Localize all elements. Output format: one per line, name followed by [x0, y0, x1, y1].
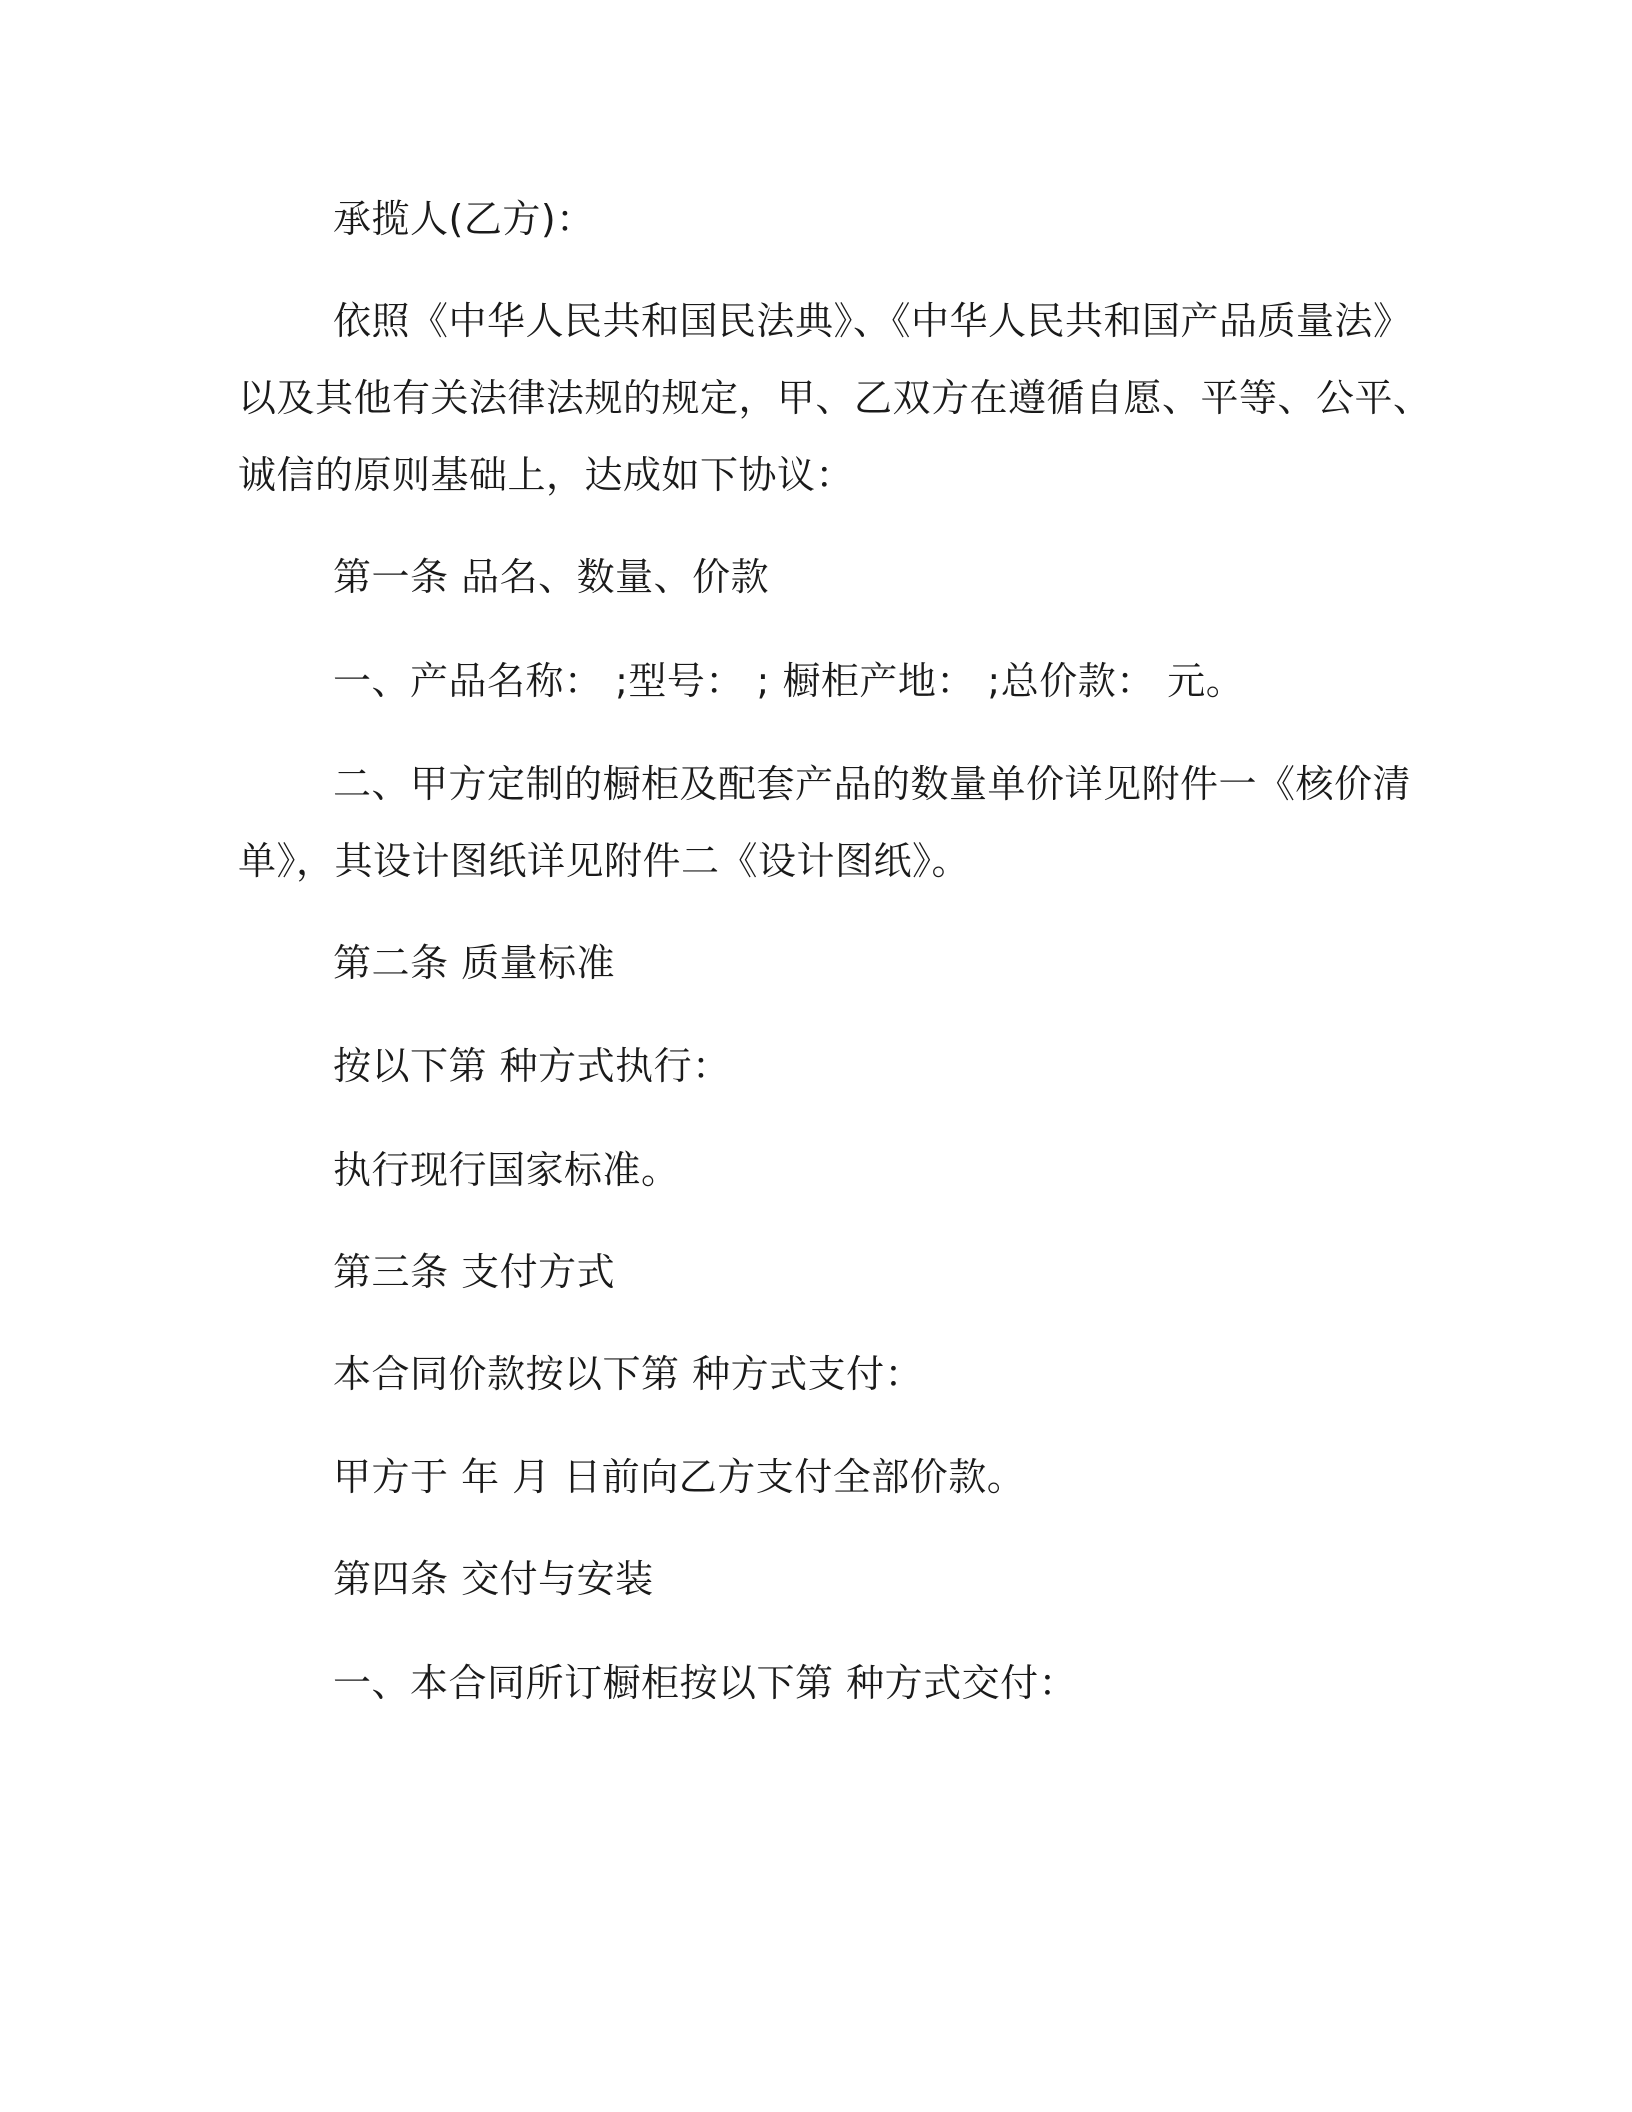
article-1-item-2-line-1: 二、甲方定制的橱柜及配套产品的数量单价详见附件一《核价清 — [333, 762, 1412, 806]
article-2-heading: 第二条 质量标准 — [333, 941, 616, 985]
article-2-method: 按以下第 种方式执行： — [333, 1044, 731, 1088]
preamble-line-1: 依照《中华人民共和国民法典》、《中华人民共和国产品质量法》 — [333, 299, 1412, 343]
article-2-standard: 执行现行国家标准。 — [333, 1148, 680, 1192]
article-1-item-2-line-2: 单》，其设计图纸详见附件二《设计图纸》。 — [238, 839, 971, 883]
article-1-item-1: 一、产品名称： ;型号： ; 橱柜产地： ;总价款： 元。 — [333, 659, 1245, 703]
article-1-heading: 第一条 品名、数量、价款 — [333, 555, 770, 599]
article-3-heading: 第三条 支付方式 — [333, 1250, 616, 1294]
article-3-method: 本合同价款按以下第 种方式支付： — [333, 1352, 924, 1396]
contractor-line: 承揽人(乙方)： — [333, 197, 595, 241]
preamble-line-2: 以及其他有关法律法规的规定，甲、乙双方在遵循自愿、平等、公平、 — [238, 376, 1432, 420]
article-3-payment: 甲方于 年 月 日前向乙方支付全部价款。 — [333, 1455, 1026, 1499]
article-4-heading: 第四条 交付与安装 — [333, 1557, 654, 1601]
preamble-line-3: 诚信的原则基础上，达成如下协议： — [238, 453, 855, 497]
article-4-item-1: 一、本合同所订橱柜按以下第 种方式交付： — [333, 1661, 1078, 1705]
